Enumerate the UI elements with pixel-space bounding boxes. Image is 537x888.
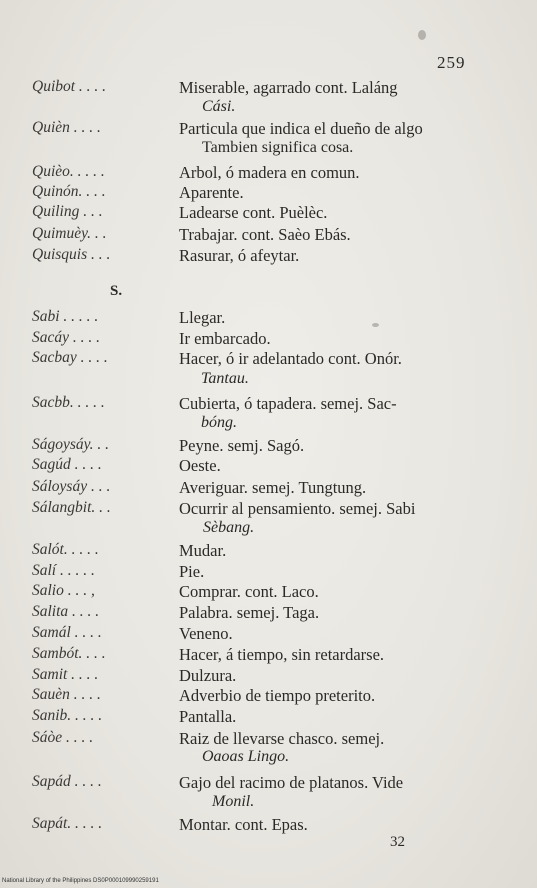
entry-continuation: Oaoas Lingo.: [202, 748, 290, 765]
library-watermark: National Library of the Philippines DS0P000109990259191: [2, 878, 159, 884]
entry-term: Salí . . . . .: [32, 562, 95, 579]
entry-definition: Hacer, á tiempo, sin retardarse.: [179, 645, 385, 664]
entry-term: Sacbay . . . .: [32, 349, 108, 366]
entry-definition: Veneno.: [179, 624, 233, 643]
entry-term: Quibot . . . .: [32, 78, 107, 95]
entry-term: Sagúd . . . .: [32, 456, 102, 473]
entry-continuation: bóng.: [201, 414, 237, 431]
entry-term: Sanib. . . . .: [32, 707, 103, 724]
entry-continuation: Sèbang.: [203, 519, 255, 536]
entry-continuation: Tambien significa cosa.: [202, 139, 354, 156]
entry-term: Sálangbit. . .: [32, 499, 111, 516]
entry-definition: Hacer, ó ir adelantado cont. Onór.: [179, 349, 402, 368]
entry-definition: Comprar. cont. Laco.: [179, 582, 319, 601]
entry-term: Sáòe . . . .: [32, 729, 94, 746]
entry-continuation: Tantau.: [201, 370, 249, 387]
entry-term: Salio . . . ,: [32, 582, 95, 599]
entry-definition: Peyne. semj. Sagó.: [179, 436, 305, 455]
entry-definition: Particula que indica el dueño de algo: [179, 119, 423, 138]
entry-definition: Dulzura.: [179, 666, 237, 685]
entry-term: Quimuèy. . .: [32, 225, 107, 242]
entry-definition: Miserable, agarrado cont. Laláng: [179, 78, 398, 97]
section-letter: S.: [110, 283, 123, 299]
entry-definition: Mudar.: [179, 541, 227, 560]
entry-definition: Rasurar, ó afeytar.: [179, 246, 300, 265]
entry-definition: Cubierta, ó tapadera. semej. Sac-: [179, 394, 397, 413]
entry-term: Sabi . . . . .: [32, 308, 99, 325]
entry-continuation: Monil.: [212, 793, 255, 810]
entry-term: Quièo. . . . .: [32, 163, 105, 180]
entry-definition: Averiguar. semej. Tungtung.: [179, 478, 367, 497]
entry-definition: Ladearse cont. Puèlèc.: [179, 203, 328, 222]
entry-term: Sacbb. . . . .: [32, 394, 105, 411]
entry-definition: Raiz de llevarse chasco. semej.: [179, 729, 385, 748]
entry-definition: Adverbio de tiempo preterito.: [179, 686, 376, 705]
entry-term: Sapád . . . .: [32, 773, 102, 790]
entry-term: Sáloysáy . . .: [32, 478, 111, 495]
entry-continuation: Cási.: [202, 98, 236, 115]
entry-definition: Palabra. semej. Taga.: [179, 603, 320, 622]
page-number: 259: [437, 53, 466, 72]
entry-definition: Pantalla.: [179, 707, 237, 726]
entry-term: Quièn . . . .: [32, 119, 101, 136]
entry-term: Samit . . . .: [32, 666, 99, 683]
ink-smudge: [372, 323, 379, 327]
entry-term: Salita . . . .: [32, 603, 100, 620]
entry-term: Samál . . . .: [32, 624, 102, 641]
signature-number: 32: [390, 834, 405, 850]
entry-term: Sacáy . . . .: [32, 329, 101, 346]
entry-definition: Ir embarcado.: [179, 329, 271, 348]
entry-term: Sapát. . . . .: [32, 815, 103, 832]
ink-smudge: [418, 30, 426, 40]
entry-term: Quiling . . .: [32, 203, 103, 220]
entry-definition: Aparente.: [179, 183, 244, 202]
entry-definition: Trabajar. cont. Saèo Ebás.: [179, 225, 351, 244]
entry-definition: Oeste.: [179, 456, 221, 475]
entry-term: Quinón. . . .: [32, 183, 106, 200]
entry-definition: Arbol, ó madera en comun.: [179, 163, 360, 182]
entry-term: Salót. . . . .: [32, 541, 99, 558]
entry-definition: Gajo del racimo de platanos. Vide: [179, 773, 404, 792]
entry-definition: Llegar.: [179, 308, 226, 327]
entry-term: Ságoysáy. . .: [32, 436, 110, 453]
entry-term: Sambót. . . .: [32, 645, 106, 662]
entry-definition: Ocurrir al pensamiento. semej. Sabi: [179, 499, 416, 518]
entry-term: Quisquis . . .: [32, 246, 111, 263]
entry-definition: Montar. cont. Epas.: [179, 815, 308, 834]
entry-definition: Pie.: [179, 562, 205, 581]
entry-term: Sauèn . . . .: [32, 686, 101, 703]
